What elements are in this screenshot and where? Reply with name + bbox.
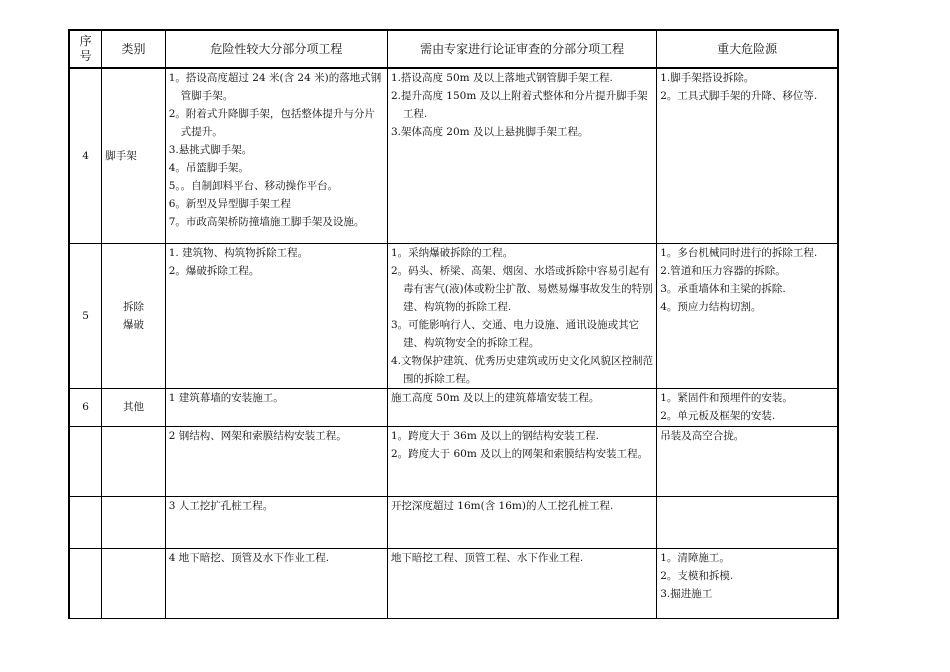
list-item: 2。支模和拆模. [660,569,734,582]
header-col-b: 需由专家进行论证审查的分部分项工程 [387,30,656,68]
table-header-row [69,30,838,68]
list-item: 2。附着式升降脚手架，包括整体提升与分片式提升。 [168,108,375,138]
table-row [69,243,838,388]
row-category: 拆除 爆破 [102,243,165,388]
list-item: 地下暗挖工程、顶管工程、水下作业工程. [390,551,584,564]
list-item: 1。多台机械同时进行的拆除工程. [660,246,818,259]
table-row [69,496,838,548]
list-item: 1。采纳爆破拆除的工程。 [390,246,514,259]
cell-col-c [657,68,838,243]
list-item: 3.悬挑式脚手架。 [168,144,253,156]
table-row [69,426,838,496]
row-no [69,426,102,496]
row-category [102,548,165,618]
cell-col-a [165,68,387,243]
list-item: 1.搭设高度 50m 及以上落地式钢管脚手架工程. [390,72,613,84]
list-item: 2。跨度大于 60m 及以上的网架和索膜结构安装工程。 [390,447,649,460]
list-item: 1。跨度大于 36m 及以上的钢结构安装工程. [390,429,599,442]
cell-col-c [657,388,838,426]
list-item: 1。搭设高度超过 24 米(含 24 米)的落地式钢管脚手架。 [168,72,382,102]
row-no: 6 [69,388,102,426]
list-item: 3。可能影响行人、交通、电力设施、通讯设施或其它建、构筑物安全的拆除工程。 [390,318,640,349]
list-item: 开挖深度超过 16m(含 16m)的人工挖孔桩工程. [390,499,614,512]
list-item: 2.管道和压力容器的拆除。 [660,264,786,277]
cell-col-c [657,426,838,496]
header-category: 类别 [102,30,165,68]
list-item: 7。市政高架桥防撞墙施工脚手架及设施。 [168,216,365,228]
row-category [102,496,165,548]
cell-col-b [387,243,656,388]
list-item: 2 钢结构、网架和索膜结构安装工程。 [168,429,347,442]
list-item: 6。新型及异型脚手架工程 [168,198,291,210]
header-col-c: 重大危险源 [657,30,838,68]
table-row [69,68,838,243]
cell-col-b [387,548,656,618]
list-item: 1。紧固件和预埋件的安装。 [660,391,793,404]
row-category: 脚手架 [102,68,165,243]
list-item: 4。吊篮脚手架。 [168,162,249,174]
table-row [69,548,838,618]
cell-col-b [387,426,656,496]
list-item: 1 建筑幕墙的安装施工。 [168,391,284,404]
hazard-engineering-table [68,29,839,619]
cell-col-b [387,496,656,548]
cell-col-c [657,243,838,388]
row-no: 4 [69,68,102,243]
list-item: 4.文物保护建筑、优秀历史建筑或历史文化风貌区控制范围的拆除工程。 [390,354,653,385]
cell-col-c [657,496,838,548]
cell-col-a [165,496,387,548]
list-item: 4。预应力结构切割。 [660,300,762,313]
row-no [69,496,102,548]
row-category [102,426,165,496]
list-item: 2。单元板及框架的安装. [660,409,776,422]
row-no [69,548,102,618]
cell-col-a [165,388,387,426]
cell-col-b [387,68,656,243]
list-item: 3.掘进施工 [660,587,713,600]
list-item: 3 人工挖扩孔桩工程。 [168,499,274,512]
list-item: 3。承重墙体和主梁的拆除. [660,282,786,295]
header-no: 序 号 [69,30,102,68]
cell-col-c [657,548,838,618]
list-item: 施工高度 50m 及以上的建筑幕墙安装工程。 [390,391,600,404]
list-item: 吊装及高空合拢。 [660,429,745,442]
row-no: 5 [69,243,102,388]
cell-col-b [387,388,656,426]
list-item: 2。工具式脚手架的升降、移位等. [660,90,818,102]
list-item: 1。清障施工。 [660,551,730,564]
table-row [69,388,838,426]
cell-col-a [165,426,387,496]
list-item: 2。码头、桥梁、高架、烟囱、水塔或拆除中容易引起有毒有害气(液)体或粉尘扩散、易燃易爆事故发生的特别建、构筑物的拆除工程. [390,264,653,313]
list-item: 5。。自制卸料平台、移动操作平台。 [168,180,339,192]
row-category: 其他 [102,388,165,426]
cell-col-a [165,548,387,618]
list-item: 2.提升高度 150m 及以上附着式整体和分片提升脚手架工程. [390,90,648,120]
cell-col-a [165,243,387,388]
list-item: 3.架体高度 20m 及以上悬挑脚手架工程。 [390,126,589,138]
list-item: 2。爆破拆除工程。 [168,264,260,277]
header-col-a: 危险性较大分部分项工程 [165,30,387,68]
list-item: 4 地下暗挖、顶管及水下作业工程. [168,551,330,564]
list-item: 1. 建筑物、构筑物拆除工程。 [168,246,309,259]
list-item: 1.脚手架搭设拆除。 [660,72,755,84]
